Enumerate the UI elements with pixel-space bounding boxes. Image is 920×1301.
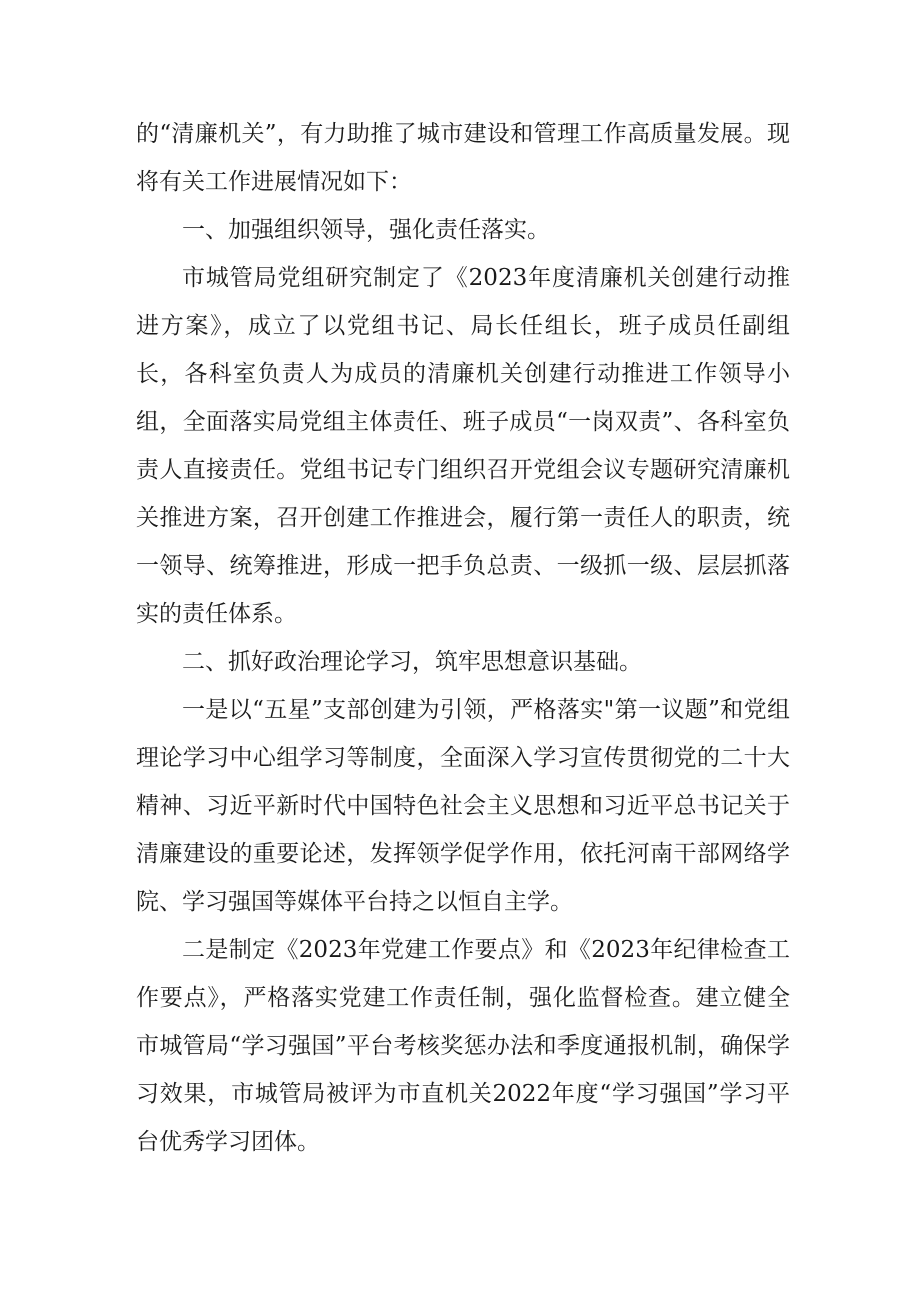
document-body (136, 110, 790, 1166)
section-heading-theory-study: 二、抓好政治理论学习，筑牢思想意识基础。 (182, 649, 642, 675)
section-heading-organization: 一、加强组织领导，强化责任落实。 (182, 217, 550, 243)
paragraph-intro-continuation: 的“清廉机关”，有力助推了城市建设和管理工作高质量发展。现将有关工作进展情况如下： (136, 121, 790, 195)
paragraph-study-point-two: 二是制定《2023年党建工作要点》和《2023年纪律检查工作要点》，严格落实党建工作责任制，强化监督检查。建立健全市城管局“学习强国”平台考核奖惩办法和季度通报机制，确保学习效果，市城管局被评为市直机关2022年度“学习强国”学习平台优秀学习团体。 (136, 937, 790, 1155)
paragraph-study-point-one: 一是以“五星”支部创建为引领，严格落实"第一议题”和党组理论学习中心组学习等制度，全面深入学习宣传贯彻党的二十大精神、习近平新时代中国特色社会主义思想和习近平总书记关于清廉建设的重要论述，发挥领学促学作用，依托河南干部网络学院、学习强国等媒体平台持之以恒自主学。 (136, 697, 790, 915)
paragraph-organization-body: 市城管局党组研究制定了《2023年度清廉机关创建行动推进方案》，成立了以党组书记、局长任组长，班子成员任副组长，各科室负责人为成员的清廉机关创建行动推进工作领导小组，全面落实局党组主体责任、班子成员“一岗双责”、各科室负责人直接责任。党组书记专门组织召开党组会议专题研究清廉机关推进方案，召开创建工作推进会，履行第一责任人的职责，统一领导、统筹推进，形成一把手负总责、一级抓一级、层层抓落实的责任体系。 (136, 265, 790, 627)
